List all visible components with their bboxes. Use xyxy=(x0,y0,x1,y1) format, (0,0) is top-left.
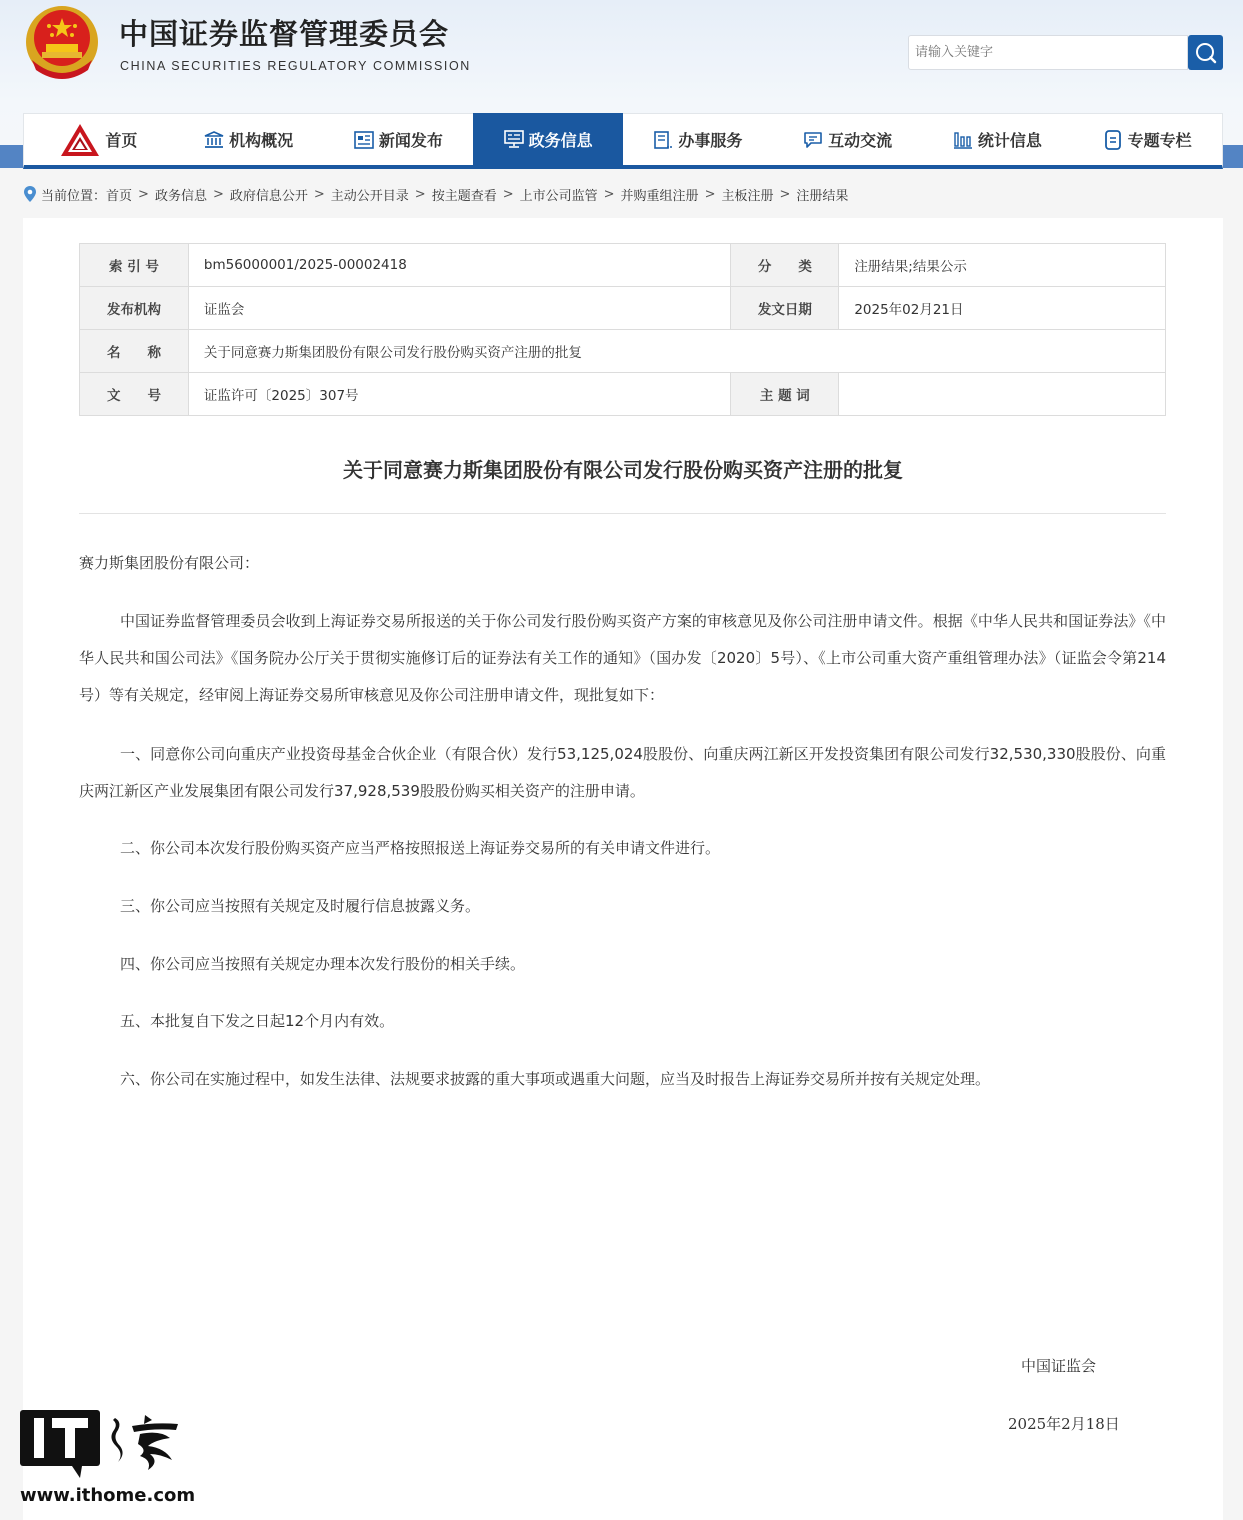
building-icon xyxy=(204,131,224,149)
breadcrumb-active-disclosure[interactable]: 主动公开目录 xyxy=(330,188,409,204)
docno-value: 证监许可〔2025〕307号 xyxy=(188,373,731,416)
clause-3: 三、你公司应当按照有关规定及时履行信息披露义务。 xyxy=(120,897,481,915)
breadcrumb-separator: > xyxy=(313,186,325,202)
table-row xyxy=(80,330,1166,373)
left-gutter xyxy=(0,218,23,1520)
nav-item-special-topics[interactable] xyxy=(1072,114,1222,165)
chat-bubble-icon xyxy=(803,131,823,149)
location-pin-icon xyxy=(23,185,37,203)
clause-5: 五、本批复自下发之日起12个月内有效。 xyxy=(120,1012,395,1030)
clause-2: 二、你公司本次发行股份购买资产应当严格按照报送上海证券交易所的有关申请文件进行。 xyxy=(120,839,721,857)
newspaper-icon xyxy=(354,131,374,149)
breadcrumb-home[interactable]: 首页 xyxy=(106,188,133,204)
search-input[interactable] xyxy=(908,35,1188,70)
main-nav xyxy=(23,113,1223,169)
breadcrumb-separator: > xyxy=(414,186,426,202)
nav-label: 新闻发布 xyxy=(378,131,443,150)
publisher-value: 证监会 xyxy=(188,287,731,330)
breadcrumb-main-board[interactable]: 主板注册 xyxy=(721,188,774,204)
nav-item-government-info[interactable] xyxy=(473,113,623,165)
signature-date: 2025年2月18日 xyxy=(1008,1415,1120,1433)
breadcrumb-separator: > xyxy=(138,186,149,202)
breadcrumb-by-topic[interactable]: 按主题查看 xyxy=(431,188,497,204)
monitor-icon xyxy=(504,130,524,148)
index-value: bm56000001/2025-00002418 xyxy=(188,244,731,287)
site-title-english: CHINA SECURITIES REGULATORY COMMISSION xyxy=(120,59,471,73)
national-emblem-icon xyxy=(22,4,102,84)
nav-item-about[interactable] xyxy=(174,114,324,165)
nav-label: 专题专栏 xyxy=(1127,131,1192,150)
date-value: 2025年02月21日 xyxy=(839,287,1166,330)
breadcrumb-government-info[interactable]: 政务信息 xyxy=(154,188,207,204)
clause-1: 一、同意你公司向重庆产业投资母基金合伙企业（有限合伙）发行53,125,024股股份、向重庆两江新区开发投资集团有限公司发行32,530,330股股份、向重庆两江新区产业发展集团有限公司发行37,928,539股股份购买相关资产的注册申请。 xyxy=(79,745,1166,800)
breadcrumb-separator: > xyxy=(212,186,224,202)
table-row xyxy=(80,287,1166,330)
nav-item-news[interactable] xyxy=(324,114,474,165)
ithome-logo-icon xyxy=(20,1410,190,1485)
nav-item-interaction[interactable] xyxy=(773,114,923,165)
breadcrumb xyxy=(23,184,848,204)
clause-6: 六、你公司在实施过程中，如发生法律、法规要求披露的重大事项或遇重大问题，应当及时报告上海证券交易所并按有关规定处理。 xyxy=(120,1070,991,1088)
bar-chart-icon xyxy=(953,131,973,149)
salutation: 赛力斯集团股份有限公司： xyxy=(79,554,260,572)
publisher-label: 发布机构 xyxy=(80,287,189,330)
clause-4: 四、你公司应当按照有关规定办理本次发行股份的相关手续。 xyxy=(120,955,526,973)
table-row xyxy=(80,373,1166,416)
nav-item-home[interactable] xyxy=(24,114,174,165)
nav-label: 互动交流 xyxy=(828,131,893,150)
document-metadata-table xyxy=(79,243,1166,416)
intro-paragraph: 中国证券监督管理委员会收到上海证券交易所报送的关于你公司发行股份购买资产方案的审核意见及你公司注册申请文件。根据《中华人民共和国证券法》《中华人民共和国公司法》《国务院办公厅关于贯彻实施修订后的证券法有关工作的通知》（国办发〔2020〕5号）、《上市公司重大资产重组管理办法》（证监会令第214号）等有关规定，经审阅上海证券交易所审核意见及你公司注册申请文件，现批复如下： xyxy=(79,612,1166,704)
nav-label: 统计信息 xyxy=(977,131,1042,150)
document-list-icon xyxy=(653,131,673,149)
breadcrumb-separator: > xyxy=(704,186,716,202)
index-label: 索 引 号 xyxy=(80,244,189,287)
home-logo-icon xyxy=(60,123,100,157)
breadcrumb-registration-result[interactable]: 注册结果 xyxy=(796,188,849,204)
breadcrumb-separator: > xyxy=(502,186,514,202)
ithome-url: www.ithome.com xyxy=(20,1485,196,1506)
nav-label: 机构概况 xyxy=(229,131,294,150)
nav-item-services[interactable] xyxy=(623,114,773,165)
title-divider xyxy=(79,513,1166,514)
breadcrumb-info-disclosure[interactable]: 政府信息公开 xyxy=(229,188,308,204)
breadcrumb-ma-registration[interactable]: 并购重组注册 xyxy=(620,188,699,204)
nav-label: 首页 xyxy=(105,131,138,150)
site-title: 中国证券监督管理委员会 xyxy=(119,17,450,51)
name-label: 名 称 xyxy=(80,330,189,373)
docno-label: 文 号 xyxy=(80,373,189,416)
signature-issuer: 中国证监会 xyxy=(1021,1357,1097,1375)
search-button[interactable] xyxy=(1188,35,1223,70)
breadcrumb-prefix: 当前位置： xyxy=(41,188,107,204)
breadcrumb-listed-company[interactable]: 上市公司监管 xyxy=(519,188,598,204)
nav-item-statistics[interactable] xyxy=(923,114,1073,165)
document-title: 关于同意赛力斯集团股份有限公司发行股份购买资产注册的批复 xyxy=(343,458,903,482)
date-label: 发文日期 xyxy=(731,287,839,330)
breadcrumb-separator: > xyxy=(603,186,615,202)
keyword-label: 主 题 词 xyxy=(731,373,839,416)
category-value: 注册结果;结果公示 xyxy=(839,244,1166,287)
name-value: 关于同意赛力斯集团股份有限公司发行股份购买资产注册的批复 xyxy=(188,330,1165,373)
keyword-value xyxy=(839,373,1166,416)
nav-label: 政务信息 xyxy=(528,130,593,150)
search-icon xyxy=(1194,41,1218,65)
article-container xyxy=(23,218,1223,1520)
table-row xyxy=(80,244,1166,287)
category-label: 分 类 xyxy=(731,244,839,287)
page-icon xyxy=(1103,130,1123,150)
breadcrumb-separator: > xyxy=(779,186,791,202)
nav-label: 办事服务 xyxy=(678,131,743,150)
